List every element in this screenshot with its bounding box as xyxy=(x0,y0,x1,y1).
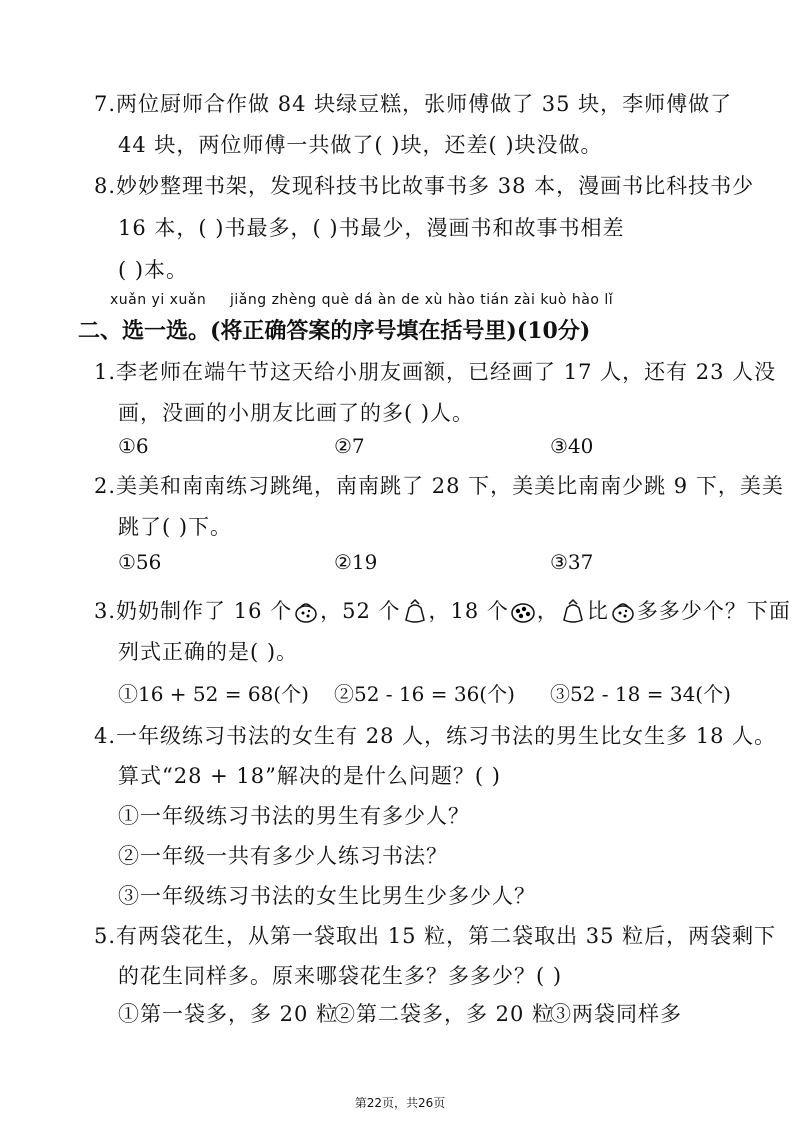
mq5-line2: 的花生同样多。原来哪袋花生多？多多少？( ) xyxy=(118,964,563,988)
mq5-option-3: ③两袋同样多 xyxy=(550,1002,682,1026)
mq4-option-3: ③一年级练习书法的女生比男生少多少人？ xyxy=(118,884,536,908)
mq1-option-1: ①6 xyxy=(118,434,149,458)
mq2-option-2: ②19 xyxy=(334,550,378,574)
q8-line1: 8.妙妙整理书架，发现科技书比故事书多 38 本，漫画书比科技书少 xyxy=(94,174,755,198)
section2-pinyin-right: jiǎng zhèng què dá àn de xù hào tián zài kuò hào lǐ xyxy=(230,292,614,308)
mq5-option-1: ①第一袋多，多 20 粒 xyxy=(118,1002,339,1026)
mq4-option-1: ①一年级练习书法的男生有多少人？ xyxy=(118,804,470,828)
mq1-option-2: ②7 xyxy=(334,434,365,458)
mq3-text-f: 多多少个？下面 xyxy=(636,599,791,623)
mq3-line2: 列式正确的是( )。 xyxy=(118,640,299,664)
mq3-line1 xyxy=(94,595,791,625)
mq3-text-e: 比 xyxy=(586,599,609,623)
section2-heading: 二、选一选。(将正确答案的序号填在括号里)(10分) xyxy=(78,318,591,344)
mq4-line1: 4.一年级练习书法的女生有 28 人，练习书法的男生比女生多 18 人。 xyxy=(94,724,777,748)
mq2-option-1: ①56 xyxy=(118,550,162,574)
mq1-line2: 画，没画的小朋友比画了的多( )人。 xyxy=(118,401,475,425)
mq3-text-a: 3.奶奶制作了 16 个 xyxy=(94,599,293,623)
mq5-option-2: ②第二袋多，多 20 粒 xyxy=(334,1002,555,1026)
page-footer: 第22页，共26页 xyxy=(354,1096,446,1110)
bean-paste-cake-icon xyxy=(293,598,319,624)
mq3-option-1: ①16 + 52 = 68(个) xyxy=(118,682,309,706)
dumpling-bag-icon xyxy=(402,598,428,624)
mq3-option-2: ②52 - 16 = 36(个) xyxy=(334,682,515,706)
q7-line2: 44 块，两位师傅一共做了( )块，还差( )块没做。 xyxy=(118,133,603,157)
mq3-text-d: ， xyxy=(536,599,559,623)
dumpling-bag-icon-2 xyxy=(560,598,586,624)
section2-pinyin-left: xuǎn yi xuǎn xyxy=(110,292,207,308)
q7-line1: 7.两位厨师合作做 84 块绿豆糕，张师傅做了 35 块，李师傅做了 xyxy=(94,92,733,116)
mq4-line2: 算式“28 + 18”解决的是什么问题？( ) xyxy=(118,764,501,788)
mq1-line1: 1.李老师在端午节这天给小朋友画额，已经画了 17 人，还有 23 人没 xyxy=(94,360,777,384)
bean-paste-cake-icon-2 xyxy=(610,598,636,624)
mq4-option-2: ②一年级一共有多少人练习书法？ xyxy=(118,844,448,868)
mq3-text-b: ，52 个 xyxy=(320,599,401,623)
mq2-line2: 跳了( )下。 xyxy=(118,515,233,539)
spotted-cake-icon xyxy=(510,598,536,624)
mq2-line1: 2.美美和南南练习跳绳，南南跳了 28 下，美美比南南少跳 9 下，美美 xyxy=(94,474,784,498)
mq5-line1: 5.有两袋花生，从第一袋取出 15 粒，第二袋取出 35 粒后，两袋剩下 xyxy=(94,924,777,948)
mq1-option-3: ③40 xyxy=(550,434,594,458)
q8-line3: ( )本。 xyxy=(118,258,189,282)
mq2-option-3: ③37 xyxy=(550,550,594,574)
q8-line2: 16 本，( )书最多，( )书最少，漫画书和故事书相差 xyxy=(118,216,625,240)
mq3-option-3: ③52 - 18 = 34(个) xyxy=(550,682,731,706)
mq3-text-c: ，18 个 xyxy=(428,599,509,623)
